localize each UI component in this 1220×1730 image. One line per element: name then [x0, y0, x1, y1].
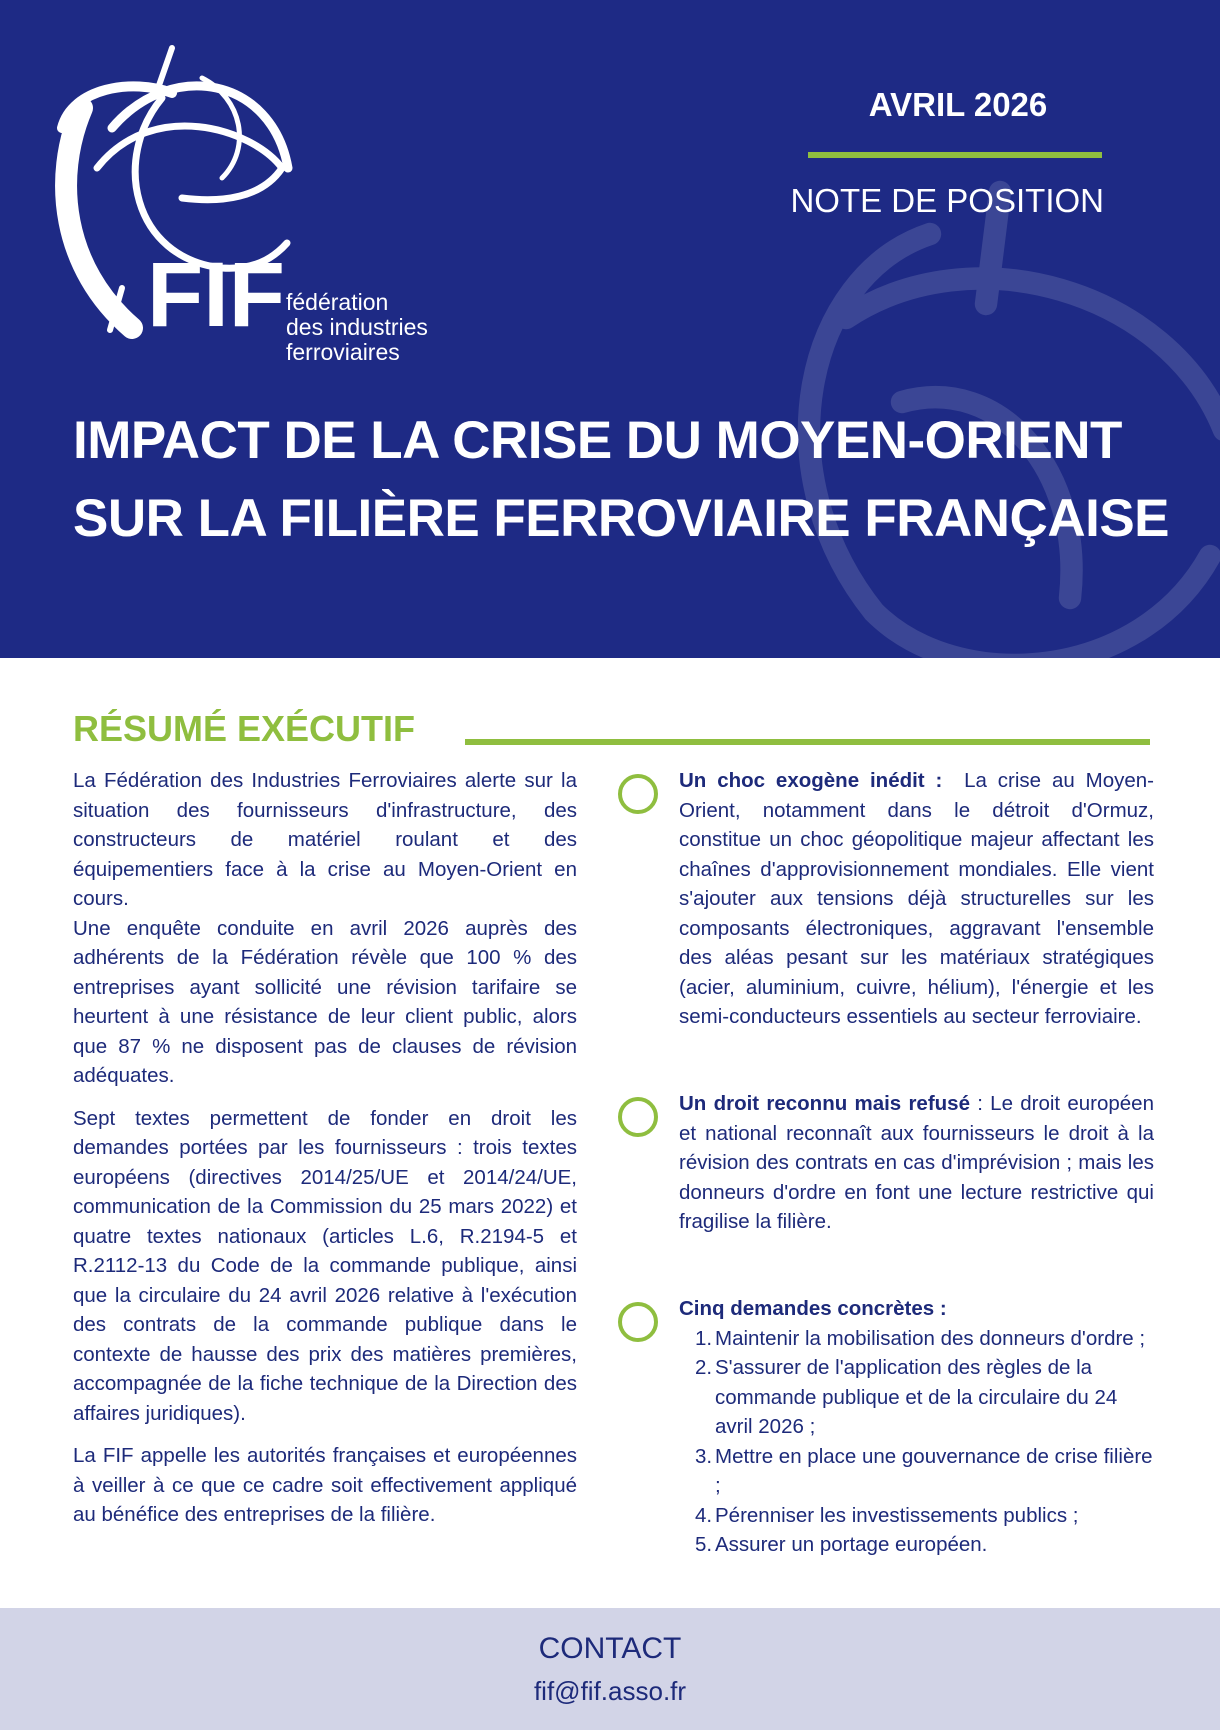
demands-block [679, 1294, 1154, 1560]
point-exogenous-shock [679, 766, 1154, 1032]
paragraph: La Fédération des Industries Ferroviaires alerte sur la situation des fournisseurs d'infrastructure, des constructeurs de matériel roulant et des équipementiers face à la crise au Moyen-Orient en cours. [73, 769, 577, 910]
publication-date: AVRIL 2026 [868, 86, 1048, 123]
svg-text:FIF: FIF [147, 244, 285, 346]
circle-bullet-icon [618, 1097, 658, 1137]
contact-label: CONTACT [538, 1632, 682, 1665]
point-text: La crise au Moyen-Orient, notamment dans le détroit d'Ormuz, constitue un choc géopolitique majeur affectant les chaînes d'approvisionnement mondiales. Elle vient s'ajouter aux tensions déjà structurelles sur les composants électroniques, aggravant l'ensemble des aléas pesant sur les matériaux stratégiques (acier, aluminium, cuivre, hélium), l'énergie et les semi-conducteurs essentiels au secteur ferroviaire. [679, 769, 1154, 1028]
section-heading: RÉSUMÉ EXÉCUTIF [73, 708, 416, 749]
contact-email-link[interactable]: fif@fif.asso.fr [533, 1676, 687, 1706]
header-banner [0, 0, 1220, 658]
list-item: 2. S'assurer de l'application des règles de la commande publique et de la circulaire du 24 avril 2026 ; [695, 1356, 1118, 1438]
point-title: Un choc exogène inédit : [679, 769, 943, 792]
contact-footer [0, 1608, 1220, 1730]
circle-bullet-icon [618, 774, 658, 814]
document-type: NOTE DE POSITION [790, 182, 1104, 219]
list-item: 4. Pérenniser les investissements publics ; [695, 1503, 1079, 1527]
list-item: 5. Assurer un portage européen. [695, 1533, 988, 1556]
list-item: 3. Mettre en place une gouvernance de crise filière ; [695, 1444, 1153, 1497]
page-title: IMPACT DE LA CRISE DU MOYEN-ORIENT SUR LA FILIÈRE FERROVIAIRE FRANÇAISE [73, 411, 1170, 548]
paragraph: La FIF appelle les autorités françaises et européennes à veiller à ce que ce cadre soit effectivement appliqué au bénéfice des entreprises de la filière. [73, 1444, 577, 1526]
section-divider [465, 739, 1150, 745]
summary-left-column [73, 766, 577, 1530]
header-divider [808, 152, 1102, 158]
paragraph: Une enquête conduite en avril 2026 auprès des adhérents de la Fédération révèle que 100 % des entreprises ayant sollicité une révision tarifaire se heurtent à une résistance de leur client public, alors que 87 % ne disposent pas de clauses de révision adéquates. [73, 916, 577, 1087]
point-title: Un droit reconnu mais refusé [679, 1092, 970, 1115]
demands-list [679, 1324, 1154, 1560]
logo-wordmark: fédération des industries ferroviaires [286, 289, 428, 365]
point-text: : Le droit européen et national reconnaît aux fournisseurs le droit à la révision des contrats en cas d'imprévision ; mais les donneurs d'ordre en font une lecture restrictive qui fragilise la filière. [679, 1092, 1154, 1233]
demands-title: Cinq demandes concrètes : [679, 1297, 947, 1320]
point-right-refused [679, 1089, 1154, 1237]
circle-bullet-icon [618, 1302, 658, 1342]
list-item: 1. Maintenir la mobilisation des donneurs d'ordre ; [695, 1326, 1146, 1350]
paragraph: Sept textes permettent de fonder en droit les demandes portées par les fournisseurs : trois textes européens (directives 2014/25/UE et 2014/24/UE, communication de la Commission du 25 mars 2022) et quatre textes nationaux (articles L.6, R.2194-5 et R.2112-13 du Code de la commande publique, ainsi que la circulaire du 24 avril 2026 relative à l'exécution des contrats de la commande publique dans le contexte de hausse des prix des matières premières, accompagnée de la fiche technique de la Direction des affaires juridiques). [73, 1106, 577, 1425]
